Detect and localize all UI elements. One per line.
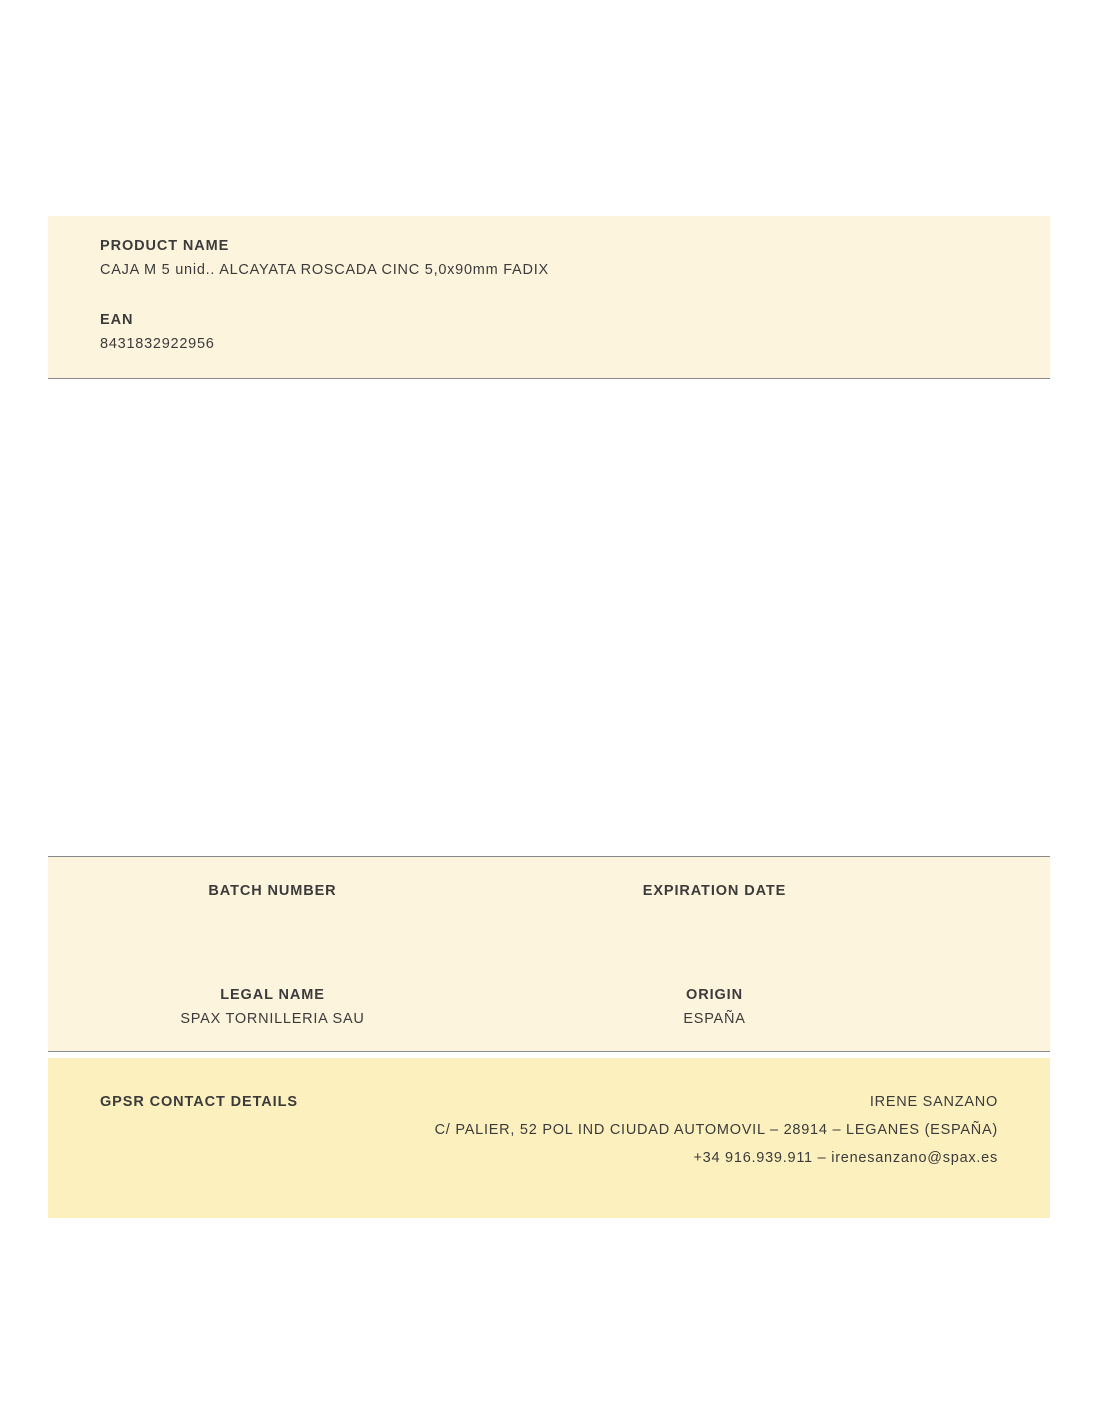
spacer (48, 925, 1050, 987)
legal-name-value: SPAX TORNILLERIA SAU (180, 1011, 365, 1027)
origin-cell (549, 987, 1050, 1029)
batch-number-cell (48, 883, 549, 925)
gpsr-contact-phone-email: +34 916.939.911 – irenesanzano@spax.es (693, 1150, 998, 1166)
gpsr-contact-address: C/ PALIER, 52 POL IND CIUDAD AUTOMOVIL – 28914 – LEGANES (ESPAÑA) (434, 1122, 998, 1138)
ean-value: 8431832922956 (100, 336, 215, 352)
product-info-block (48, 216, 1050, 379)
gpsr-contact-name: IRENE SANZANO (869, 1094, 998, 1110)
gpsr-contact-block (48, 1058, 1050, 1218)
expiration-date-value (549, 907, 880, 925)
origin-value: ESPAÑA (683, 1011, 746, 1027)
expiration-date-label: EXPIRATION DATE (642, 883, 787, 899)
ean-label: EAN (100, 312, 134, 328)
batch-expiration-row (48, 883, 1050, 925)
batch-number-value (48, 907, 497, 925)
product-name-label: PRODUCT NAME (100, 238, 230, 254)
gpsr-contact-title: GPSR CONTACT DETAILS (100, 1094, 298, 1110)
gpsr-contact-lines (435, 1094, 998, 1166)
spacer (48, 278, 1050, 312)
legal-name-label: LEGAL NAME (220, 987, 325, 1003)
product-name-value: CAJA M 5 unid.. ALCAYATA ROSCADA CINC 5,0x90mm FADIX (100, 262, 549, 278)
expiration-date-cell (549, 883, 1050, 925)
origin-label: ORIGIN (686, 987, 743, 1003)
batch-origin-block (48, 856, 1050, 1052)
batch-number-label: BATCH NUMBER (208, 883, 337, 899)
legal-name-cell (48, 987, 549, 1029)
legal-origin-row (48, 987, 1050, 1029)
gpsr-contact-inner (48, 1094, 1050, 1166)
